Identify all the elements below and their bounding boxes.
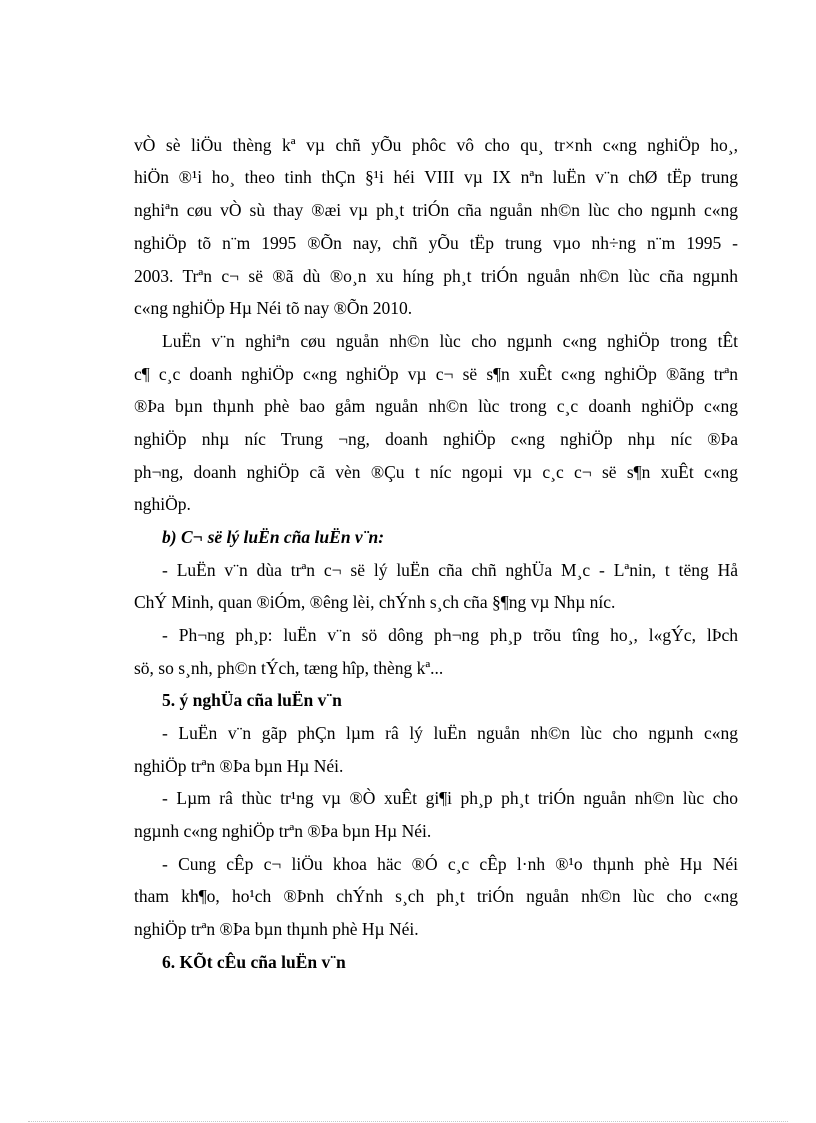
section-heading: 5. ý nghÜa cña luËn v¨n <box>162 690 342 710</box>
text-line: ChÝ Minh, quan ®iÓm, ®êng lèi, chÝnh s¸ch cña §¶ng vµ Nhµ níc. <box>134 592 616 612</box>
text-line: vÒ sè liÖu thèng kª vµ chñ yÕu phôc vô cho qu¸ tr×nh c«ng nghiÖp ho¸, <box>134 135 738 155</box>
text-line: - Cung cÊp c¬ liÖu khoa häc ®Ó c¸c cÊp l·nh ®¹o thµnh phè Hµ Néi <box>162 854 738 874</box>
text-line: nghiÖp. <box>134 494 191 514</box>
text-line: nghiÖp trªn ®Þa bµn Hµ Néi. <box>134 756 344 776</box>
section-heading: 6. KÕt cÊu cña luËn v¨n <box>162 952 346 972</box>
text-line: LuËn v¨n nghiªn cøu nguån nh©n lùc cho ngµnh c«ng nghiÖp trong tÊt <box>162 331 738 351</box>
text-line: nghiÖp nhµ níc Trung ¬ng, doanh nghiÖp c«ng nghiÖp nhµ níc ®Þa <box>134 429 738 449</box>
text-line: nghiÖp tõ n¨m 1995 ®Õn nay, chñ yÕu tËp trung vµo nh÷ng n¨m 1995 - <box>134 233 738 253</box>
text-line: 2003. Trªn c¬ së ®ã dù ®o¸n xu híng ph¸t triÓn nguån nh©n lùc cña ngµnh <box>134 266 738 286</box>
text-line: - Lµm râ thùc tr¹ng vµ ®Ò xuÊt gi¶i ph¸p ph¸t triÓn nguån nh©n lùc cho <box>162 788 738 808</box>
text-line: sö, so s¸nh, ph©n tÝch, tæng hîp, thèng kª... <box>134 658 444 678</box>
text-line: - Ph¬ng ph¸p: luËn v¨n sö dông ph¬ng ph¸p trõu tîng ho¸, l«gÝc, lÞch <box>162 625 738 645</box>
section-heading: b) C¬ së lý luËn cña luËn v¨n: <box>162 527 385 547</box>
text-line: ph¬ng, doanh nghiÖp cã vèn ®Çu t níc ngoµi vµ c¸c c¬ së s¶n xuÊt c«ng <box>134 462 738 482</box>
text-line: c¶ c¸c doanh nghiÖp c«ng nghiÖp vµ c¬ së s¶n xuÊt c«ng nghiÖp ®ãng trªn <box>134 364 738 384</box>
text-line: tham kh¶o, ho¹ch ®Þnh chÝnh s¸ch ph¸t triÓn nguån nh©n lùc cho c«ng <box>134 886 738 906</box>
text-line: - LuËn v¨n gãp phÇn lµm râ lý luËn nguån nh©n lùc cho ngµnh c«ng <box>162 723 738 743</box>
text-line: ngµnh c«ng nghiÖp trªn ®Þa bµn Hµ Néi. <box>134 821 432 841</box>
text-line: c«ng nghiÖp Hµ Néi tõ nay ®Õn 2010. <box>134 298 413 318</box>
text-line: nghiÖp trªn ®Þa bµn thµnh phè Hµ Néi. <box>134 919 419 939</box>
text-line: - LuËn v¨n dùa trªn c¬ së lý luËn cña chñ nghÜa M¸c - Lªnin, t tëng Hå <box>162 560 738 580</box>
text-line: ®Þa bµn thµnh phè bao gåm nguån nh©n lùc trong c¸c doanh nghiÖp c«ng <box>134 396 738 416</box>
text-line: nghiªn cøu vÒ sù thay ®æi vµ ph¸t triÓn cña nguån nh©n lùc cho ngµnh c«ng <box>134 200 738 220</box>
page-bottom-rule <box>28 1121 788 1122</box>
text-line: hiÖn ®¹i ho¸ theo tinh thÇn §¹i héi VIII vµ IX nªn luËn v¨n chØ tËp trung <box>134 167 738 187</box>
